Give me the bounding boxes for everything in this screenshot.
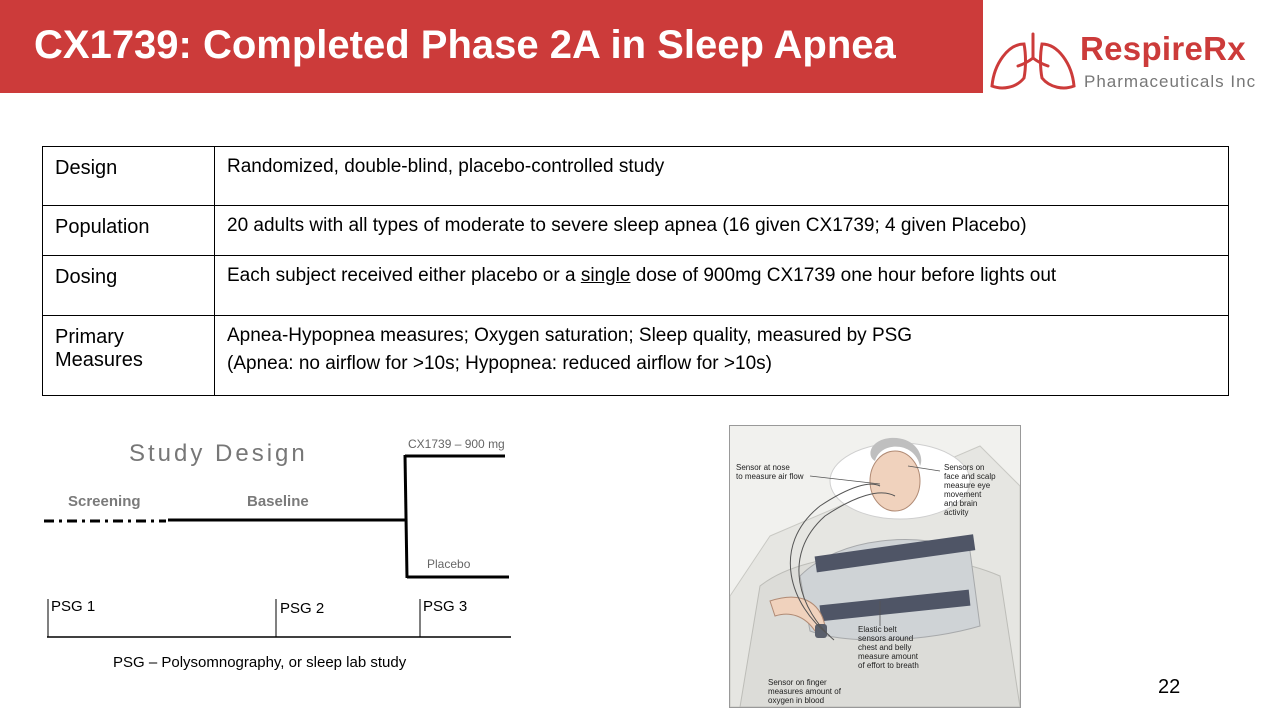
emphasis-text: single: [580, 265, 631, 286]
page-number: 22: [1158, 676, 1181, 698]
psg2-label: PSG 2: [280, 600, 325, 617]
psg3-label: PSG 3: [423, 598, 468, 615]
screening-label: Screening: [68, 493, 141, 510]
row-value: Randomized, double-blind, placebo-controlled study: [215, 147, 1229, 206]
company-logo: [988, 28, 1278, 94]
row-value: 20 adults with all types of moderate to severe sleep apnea (16 given CX1739; 4 given Placebo): [215, 206, 1229, 256]
value-line: (Apnea: no airflow for >10s; Hypopnea: reduced airflow for >10s): [227, 353, 772, 374]
slide-title: CX1739: Completed Phase 2A in Sleep Apnea: [34, 23, 896, 67]
lungs-icon: [988, 28, 1078, 94]
logo-name: RespireRx: [1080, 30, 1246, 67]
row-key: Population: [43, 206, 215, 256]
psg-footnote: PSG – Polysomnography, or sleep lab study: [113, 654, 407, 671]
value-text: Each subject received either placebo or a: [227, 265, 581, 286]
key-line: Measures: [55, 349, 143, 371]
baseline-label: Baseline: [247, 493, 309, 510]
nose-sensor-note: Sensor at nose to measure air flow: [736, 463, 804, 481]
finger-sensor-note: Sensor on finger measures amount of oxygen in blood: [768, 678, 841, 705]
row-key: Design: [43, 147, 215, 206]
belt-sensor-note: Elastic belt sensors around chest and belly measure amount of effort to breath: [858, 625, 919, 670]
logo-subtitle: Pharmaceuticals Inc: [1084, 72, 1257, 91]
sleep-study-illustration: [729, 425, 1021, 708]
randomization-line: [405, 455, 407, 578]
face-sensor-note: Sensors on face and scalp measure eye movement and brain activity: [944, 463, 996, 517]
row-key: Dosing: [43, 256, 215, 316]
key-line: Primary: [55, 326, 124, 348]
study-design-title: Study Design: [129, 440, 308, 467]
drug-arm-label: CX1739 – 900 mg: [408, 437, 505, 451]
value-text: dose of 900mg CX1739 one hour before lights out: [630, 265, 1057, 286]
value-line: Apnea-Hypopnea measures; Oxygen saturation; Sleep quality, measured by PSG: [227, 325, 913, 346]
psg1-label: PSG 1: [51, 598, 96, 615]
placebo-arm-label: Placebo: [427, 557, 471, 571]
